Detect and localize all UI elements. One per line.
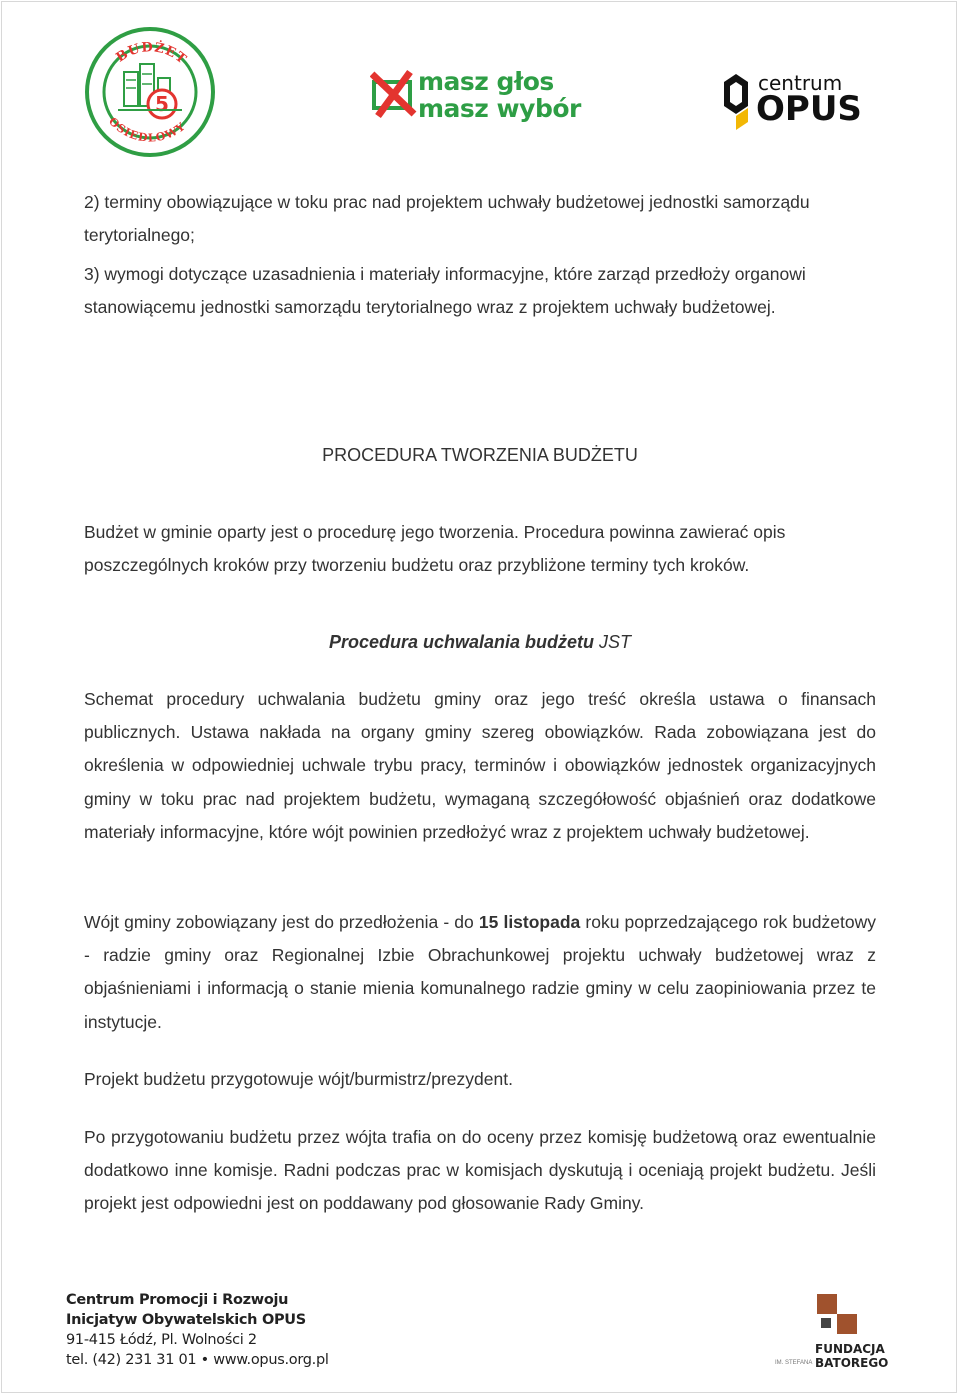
heading-procedura-uchwalania — [84, 630, 876, 654]
paragraph-terminy: 2) terminy obowiązujące w toku prac nad projektem uchwały budżetowej jednostki samorządu terytorialnego; — [84, 192, 810, 246]
paragraph-po-przygotowaniu: Po przygotowaniu budżetu przez wójta trafia on do oceny przez komisję budżetową oraz ewentualnie dodatkowo inne komisje. Radni podczas prac w komisjach dyskutują i oceniają projekt budżetu. Jeśli projekt jest odpowiedni jest on poddawany pod głosowanie Rady Gminy. — [84, 1127, 876, 1214]
deadline-date: 15 listopada — [478, 912, 581, 932]
heading-procedura-uchwalania-bold: Procedura uchwalania budżetu — [328, 632, 595, 652]
opus-logo-big-text: OPUS — [756, 89, 862, 129]
paragraph-wojt-gminy-text-a: Wójt gminy zobowiązany jest do przedłożenia - do — [84, 912, 479, 932]
footer-address-block — [66, 1290, 329, 1376]
centrum-opus-logo — [718, 70, 862, 130]
footer-address: 91-415 Łódź, Pl. Wolności 2 — [66, 1332, 257, 1348]
paragraph-wymogi: 3) wymogi dotyczące uzasadnienia i materiały informacyjne, które zarząd przedłoży organowi stanowiącemu jednostki samorządu terytorialnego wraz z projektem uchwały budżetowej. — [84, 264, 806, 318]
masz-glos-logo — [370, 68, 580, 128]
footer-contact: tel. (42) 231 31 01 • www.opus.org.pl — [66, 1352, 329, 1368]
masz-glos-text: masz głos masz wybór — [418, 67, 581, 123]
footer-org-line-2: Inicjatyw Obywatelskich OPUS — [66, 1312, 306, 1328]
paragraph-wojt-gminy — [84, 906, 876, 1039]
footer-org-line-1: Centrum Promocji i Rozwoju — [66, 1292, 289, 1308]
fundacja-batorego-logo — [775, 1292, 895, 1376]
svg-text:BUDŻET: BUDŻET — [113, 40, 190, 68]
heading-procedura-uchwalania-rest: JST — [594, 632, 632, 652]
paragraph-budzet-w-gminie: Budżet w gminie oparty jest o procedurę jego tworzenia. Procedura powinna zawierać opis poszczególnych kroków przy tworzeniu budżetu oraz przybliżone terminy tych kroków. — [84, 522, 786, 576]
paragraph-wojt-gminy-text-c: roku poprzedzającego rok budżetowy - radzie gminy oraz Regionalnej Izbie Obrachunkowej projektu uchwały budżetowej wraz z objaśnieniami i informacją o stanie mienia komunalnego radzie gminy w celu zaopiniowania przez te instytucje. — [84, 912, 876, 1032]
paragraph-schemat-procedury: Schemat procedury uchwalania budżetu gminy oraz jego treść określa ustawa o finansach publicznych. Ustawa nakłada na organy gminy szereg obowiązków. Rada zobowiązana jest do określenia w odpowiedniej uchwale trybu pracy, terminów i obowiązków jednostek organizacyjnych gminy w toku prac nad projektem budżetu, wymaganą szczegółowość objaśnień oraz dodatkowe materiały informacyjne, które wójt powinien przedłożyć wraz z projektem uchwały budżetowej. — [84, 689, 876, 842]
fundacja-name: FUNDACJA BATOREGO — [815, 1342, 889, 1370]
opus-logo-small-text: centrum — [758, 71, 843, 95]
budzet-osiedlowy-logo — [84, 22, 220, 162]
heading-procedura-tworzenia: PROCEDURA TWORZENIA BUDŻETU — [322, 445, 638, 465]
svg-text:5: 5 — [155, 92, 169, 116]
paragraph-projekt-budzetu: Projekt budżetu przygotowuje wójt/burmistrz/prezydent. — [84, 1069, 513, 1089]
svg-text:OSIEDLOWY: OSIEDLOWY — [105, 114, 189, 145]
fundacja-small-text: IM. STEFANA — [775, 1360, 813, 1366]
